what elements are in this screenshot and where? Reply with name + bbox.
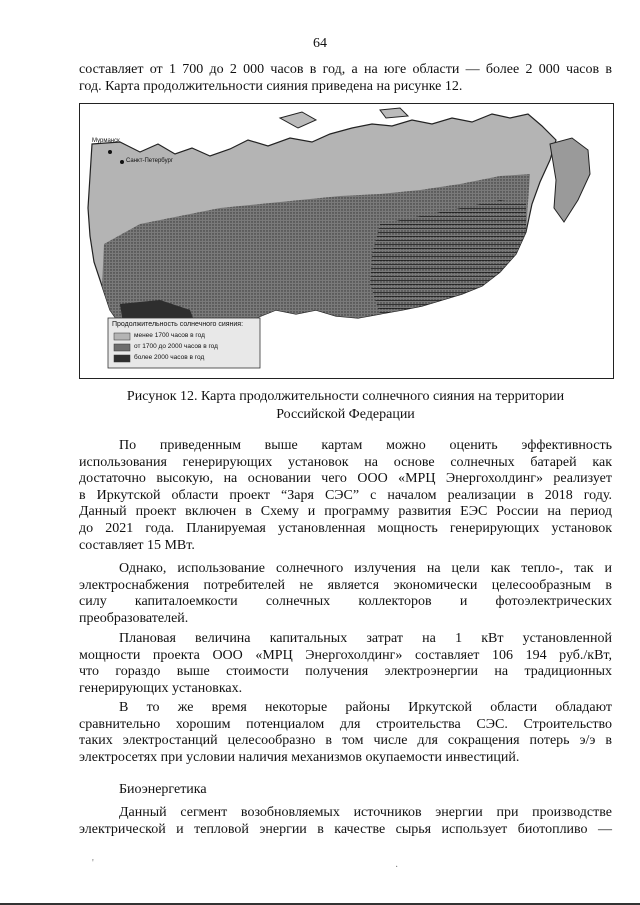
scan-artifact: · bbox=[395, 862, 399, 873]
legend-label: менее 1700 часов в год bbox=[134, 332, 205, 339]
text-line: таких электростанций целесообразно в том числе для сокращения потерь э/э в bbox=[79, 733, 612, 749]
paragraph bbox=[79, 700, 612, 766]
text-line: Плановая величина капитальных затрат на 1 кВт установленной bbox=[119, 631, 612, 646]
paragraph bbox=[79, 438, 612, 554]
caption-line: Рисунок 12. Карта продолжительности солнечного сияния на территории bbox=[126, 389, 565, 404]
text-line: год. Карта продолжительности сияния приведена на рисунке 12. bbox=[79, 78, 463, 94]
legend-swatch-dark bbox=[114, 355, 130, 362]
legend-swatch-medium bbox=[114, 344, 130, 351]
map-city-label: Санкт-Петербург bbox=[126, 158, 174, 164]
section-heading: Биоэнергетика bbox=[119, 782, 207, 797]
text-line: электрической и тепловой энергии в качестве сырья использует биотопливо — bbox=[79, 821, 612, 837]
text-line: Однако, использование солнечного излучения на цели как тепло-, так и bbox=[119, 561, 612, 576]
text-line: использования генерирующих установок на основе солнечных батарей как bbox=[79, 454, 612, 470]
text-line: преобразователей. bbox=[79, 610, 189, 626]
caption-line: Российской Федерации bbox=[276, 407, 415, 422]
figure-caption bbox=[79, 388, 612, 424]
text-line: что гораздо выше стоимости получения электроэнергии на традиционных bbox=[79, 664, 612, 680]
text-line: Данный сегмент возобновляемых источников энергии при производстве bbox=[119, 805, 612, 820]
text-line: силу капиталоемкости солнечных коллекторов и фотоэлектрических bbox=[79, 594, 612, 610]
text-line: По приведенным выше картам можно оценить эффективность bbox=[119, 438, 612, 453]
map-island bbox=[280, 112, 316, 128]
text-line: до 2021 года. Планируемая установленная мощность генерирующих установок bbox=[79, 520, 612, 536]
text-line: генерирующих установках. bbox=[79, 680, 243, 696]
legend-swatch-light bbox=[114, 333, 130, 340]
map-kamchatka bbox=[550, 138, 590, 222]
paragraph bbox=[79, 561, 612, 627]
city-marker-murmansk bbox=[108, 150, 112, 154]
text-line: составляет 15 МВт. bbox=[79, 537, 195, 553]
text-line: сравнительно хорошим потенциалом для строительства СЭС. Строительство bbox=[79, 716, 612, 732]
map-island bbox=[380, 108, 408, 118]
text-line: электросетях при условии наличия механизмов окупаемости инвестиций. bbox=[79, 749, 520, 765]
intro-paragraph bbox=[79, 62, 612, 95]
sunshine-map-figure bbox=[79, 103, 614, 379]
text-line: мощности проекта ООО «МРЦ Энергохолдинг» составляет 106 194 руб./кВт, bbox=[79, 647, 612, 663]
paragraph bbox=[79, 631, 612, 697]
scan-artifact: ' bbox=[92, 858, 94, 869]
city-marker-spb bbox=[120, 160, 124, 164]
legend-label: от 1700 до 2000 часов в год bbox=[134, 343, 218, 350]
text-line: достаточно высокую, на основании чего ООО «МРЦ Энергохолдинг» реализует bbox=[79, 471, 612, 487]
text-line: в Иркутской области проект “Заря СЭС” с началом реализации в 2018 году. bbox=[79, 487, 612, 503]
text-line: электроснабжения потребителей не является экономически целесообразным в bbox=[79, 577, 612, 593]
page-number: 64 bbox=[313, 36, 327, 51]
legend-label: более 2000 часов в год bbox=[134, 354, 205, 361]
text-line: Данный проект включен в Схему и программу развития ЕЭС России на период bbox=[79, 504, 612, 520]
legend-title: Продолжительность солнечного сияния: bbox=[112, 321, 244, 328]
text-line: В то же время некоторые районы Иркутской области обладают bbox=[119, 700, 612, 715]
paragraph bbox=[79, 805, 612, 838]
text-line: составляет от 1 700 до 2 000 часов в год, а на юге области — более 2 000 часов в bbox=[79, 62, 612, 77]
map-city-label: Мурманск bbox=[92, 138, 120, 144]
